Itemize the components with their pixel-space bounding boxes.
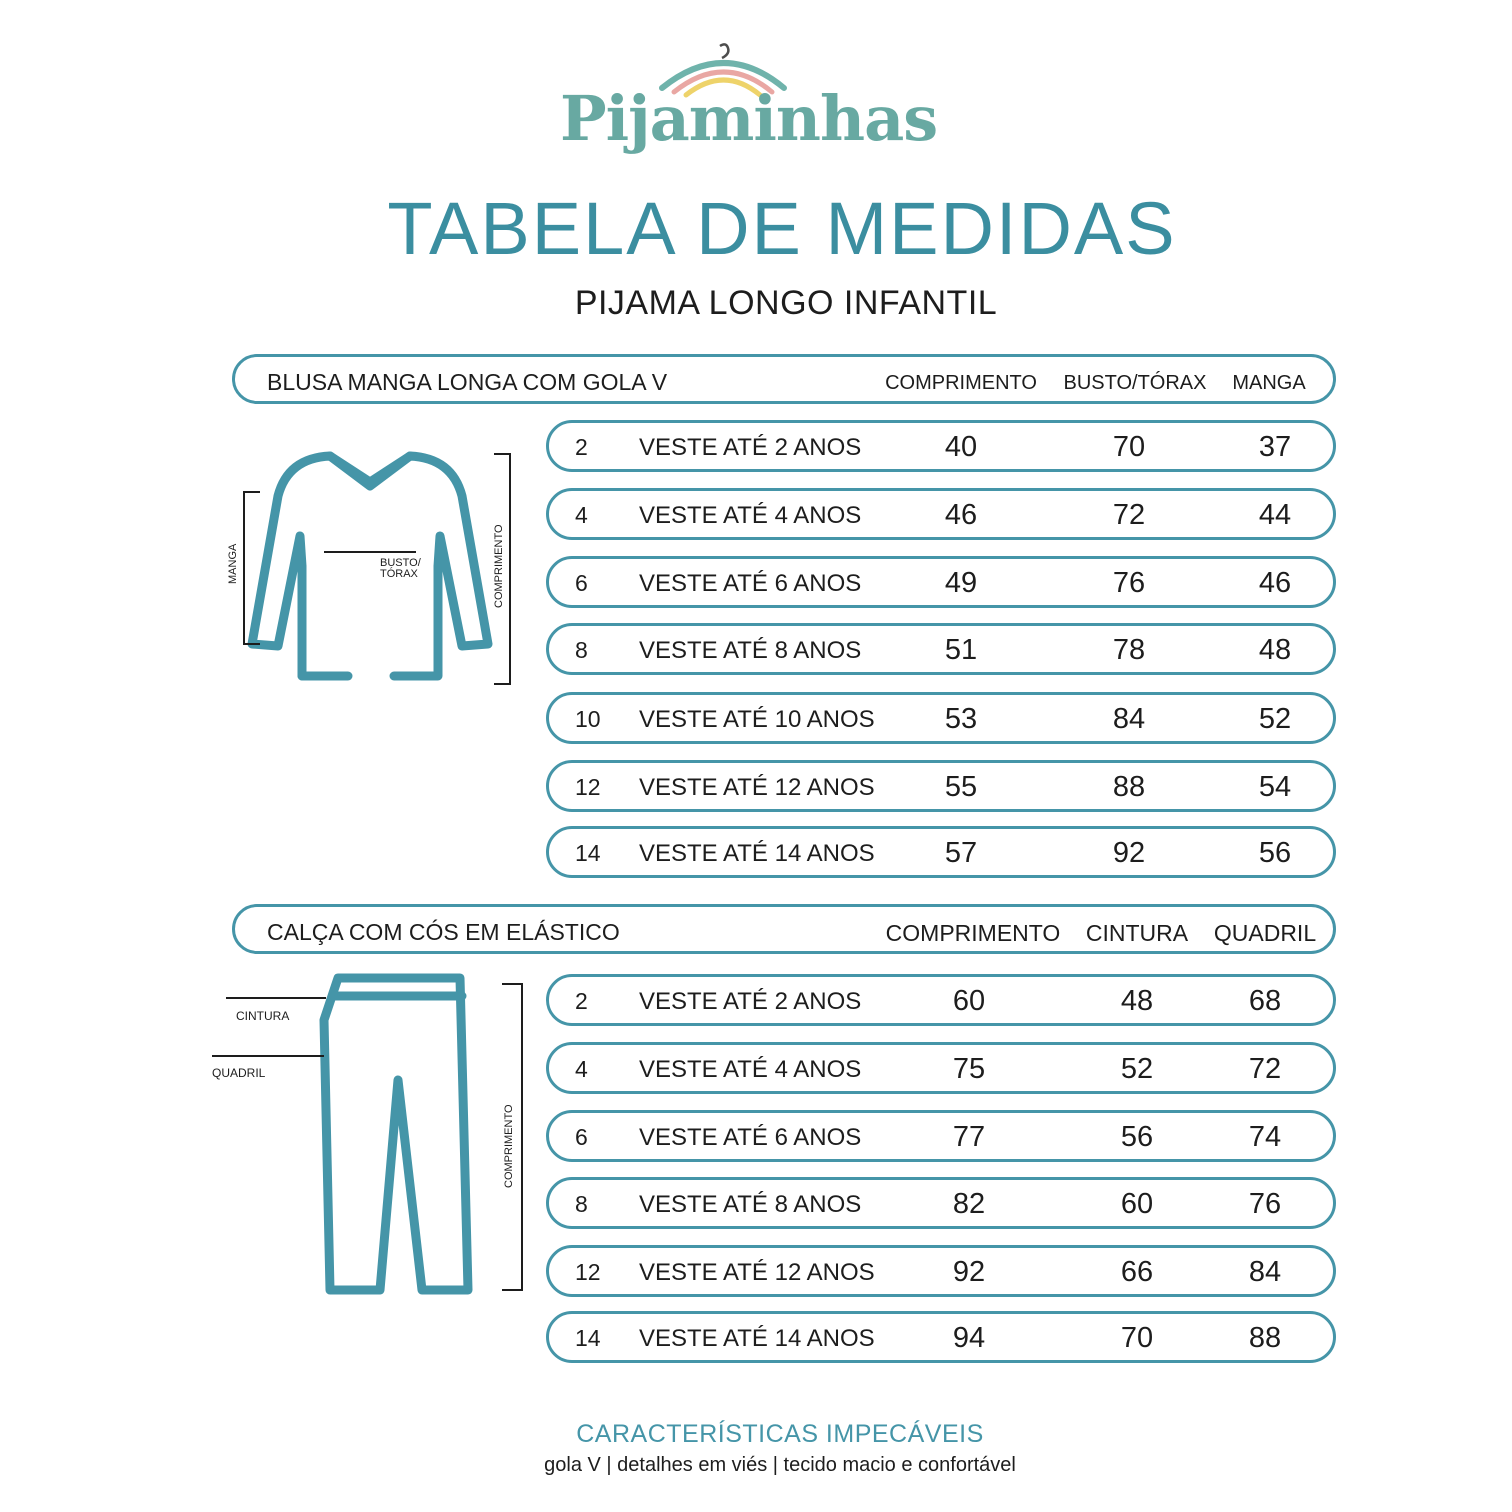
bust-value: 92 <box>1112 837 1146 869</box>
hip-value: 88 <box>1248 1322 1282 1354</box>
size-number: 8 <box>575 1191 588 1217</box>
bust-value: 76 <box>1112 567 1146 599</box>
shirt-outline-icon <box>252 456 488 676</box>
table-row <box>546 488 1336 540</box>
shirt-header <box>232 354 1336 404</box>
hip-value: 74 <box>1248 1121 1282 1153</box>
bust-label-1: BUSTO/ <box>380 557 421 569</box>
pants-heading: CALÇA COM CÓS EM ELÁSTICO <box>267 919 620 945</box>
bust-value: 72 <box>1112 499 1146 531</box>
table-row <box>546 556 1336 608</box>
size-label: VESTE ATÉ 6 ANOS <box>639 570 862 597</box>
table-row <box>546 692 1336 744</box>
waist-value: 48 <box>1120 985 1154 1017</box>
size-label: VESTE ATÉ 14 ANOS <box>639 840 875 867</box>
brand-logo <box>560 40 938 175</box>
sleeve-value: 54 <box>1258 771 1292 803</box>
table-row <box>546 826 1336 878</box>
length-value: 60 <box>952 985 986 1017</box>
size-label: VESTE ATÉ 2 ANOS <box>639 434 862 461</box>
size-label: VESTE ATÉ 6 ANOS <box>639 1124 862 1151</box>
shirt-heading: BLUSA MANGA LONGA COM GOLA V <box>267 369 668 395</box>
size-number: 6 <box>575 1124 588 1150</box>
hip-label: QUADRIL <box>212 1066 266 1080</box>
size-number: 4 <box>575 1056 588 1082</box>
pants-col-waist: CINTURA <box>1085 920 1189 946</box>
sleeve-value: 44 <box>1258 499 1292 531</box>
size-number: 8 <box>575 637 588 663</box>
size-number: 12 <box>575 1259 601 1285</box>
waist-value: 60 <box>1120 1188 1154 1220</box>
sleeve-value: 52 <box>1258 703 1292 735</box>
sleeve-value: 48 <box>1258 634 1292 666</box>
length-value: 75 <box>952 1053 986 1085</box>
hip-value: 68 <box>1248 985 1282 1017</box>
size-label: VESTE ATÉ 2 ANOS <box>639 988 862 1015</box>
pants-header <box>232 904 1336 954</box>
size-label: VESTE ATÉ 10 ANOS <box>639 706 875 733</box>
bust-value: 88 <box>1112 771 1146 803</box>
pants-length-label: COMPRIMENTO <box>503 1104 515 1188</box>
shirt-col-bust: BUSTO/TÓRAX <box>1063 372 1207 394</box>
waist-value: 56 <box>1120 1121 1154 1153</box>
hip-value: 72 <box>1248 1053 1282 1085</box>
length-value: 82 <box>952 1188 986 1220</box>
bust-value: 84 <box>1112 703 1146 735</box>
size-number: 4 <box>575 502 588 528</box>
length-value: 77 <box>952 1121 986 1153</box>
page-title: TABELA DE MEDIDAS <box>387 187 1177 270</box>
waist-value: 66 <box>1120 1256 1154 1288</box>
sleeve-value: 46 <box>1258 567 1292 599</box>
table-row <box>546 1311 1336 1363</box>
size-label: VESTE ATÉ 4 ANOS <box>639 1056 862 1083</box>
size-label: VESTE ATÉ 12 ANOS <box>639 1259 875 1286</box>
length-value: 40 <box>944 431 978 463</box>
waist-value: 52 <box>1120 1053 1154 1085</box>
size-label: VESTE ATÉ 12 ANOS <box>639 774 875 801</box>
length-value: 55 <box>944 771 978 803</box>
footer-subtitle: gola V | detalhes em viés | tecido macio e confortável <box>544 1454 1016 1476</box>
length-value: 46 <box>944 499 978 531</box>
size-number: 2 <box>575 988 588 1014</box>
length-value: 49 <box>944 567 978 599</box>
table-row <box>546 1177 1336 1229</box>
table-row <box>546 1245 1336 1297</box>
size-number: 14 <box>575 1325 601 1351</box>
table-row <box>546 974 1336 1026</box>
hip-value: 76 <box>1248 1188 1282 1220</box>
sleeve-value: 37 <box>1258 431 1292 463</box>
sleeve-label: MANGA <box>227 543 239 584</box>
footer-title: CARACTERÍSTICAS IMPECÁVEIS <box>576 1420 984 1448</box>
size-number: 10 <box>575 706 601 732</box>
sleeve-value: 56 <box>1258 837 1292 869</box>
length-value: 53 <box>944 703 978 735</box>
size-number: 2 <box>575 434 588 460</box>
length-value: 92 <box>952 1256 986 1288</box>
bust-value: 78 <box>1112 634 1146 666</box>
brand-name: Pijaminhas <box>560 82 938 155</box>
shirt-col-sleeve: MANGA <box>1232 372 1306 394</box>
table-row <box>546 1042 1336 1094</box>
length-value: 51 <box>944 634 978 666</box>
table-row <box>546 623 1336 675</box>
shirt-col-length: COMPRIMENTO <box>885 372 1037 394</box>
length-label: COMPRIMENTO <box>493 524 505 608</box>
waist-label: CINTURA <box>236 1009 290 1023</box>
size-number: 6 <box>575 570 588 596</box>
table-row <box>546 420 1336 472</box>
size-label: VESTE ATÉ 14 ANOS <box>639 1325 875 1352</box>
size-label: VESTE ATÉ 4 ANOS <box>639 502 862 529</box>
pants-diagram <box>200 960 540 1305</box>
shirt-diagram <box>218 436 528 696</box>
bust-label-2: TÓRAX <box>380 568 418 580</box>
pants-col-hip: QUADRIL <box>1213 920 1317 946</box>
table-row <box>546 1110 1336 1162</box>
size-number: 12 <box>575 774 601 800</box>
waist-value: 70 <box>1120 1322 1154 1354</box>
length-value: 57 <box>944 837 978 869</box>
page-subtitle: PIJAMA LONGO INFANTIL <box>574 284 998 322</box>
table-row <box>546 760 1336 812</box>
size-label: VESTE ATÉ 8 ANOS <box>639 637 862 664</box>
size-number: 14 <box>575 840 601 866</box>
bust-value: 70 <box>1112 431 1146 463</box>
length-value: 94 <box>952 1322 986 1354</box>
size-label: VESTE ATÉ 8 ANOS <box>639 1191 862 1218</box>
hip-value: 84 <box>1248 1256 1282 1288</box>
pants-col-length: COMPRIMENTO <box>885 920 1061 946</box>
pants-outline-icon <box>324 978 468 1290</box>
